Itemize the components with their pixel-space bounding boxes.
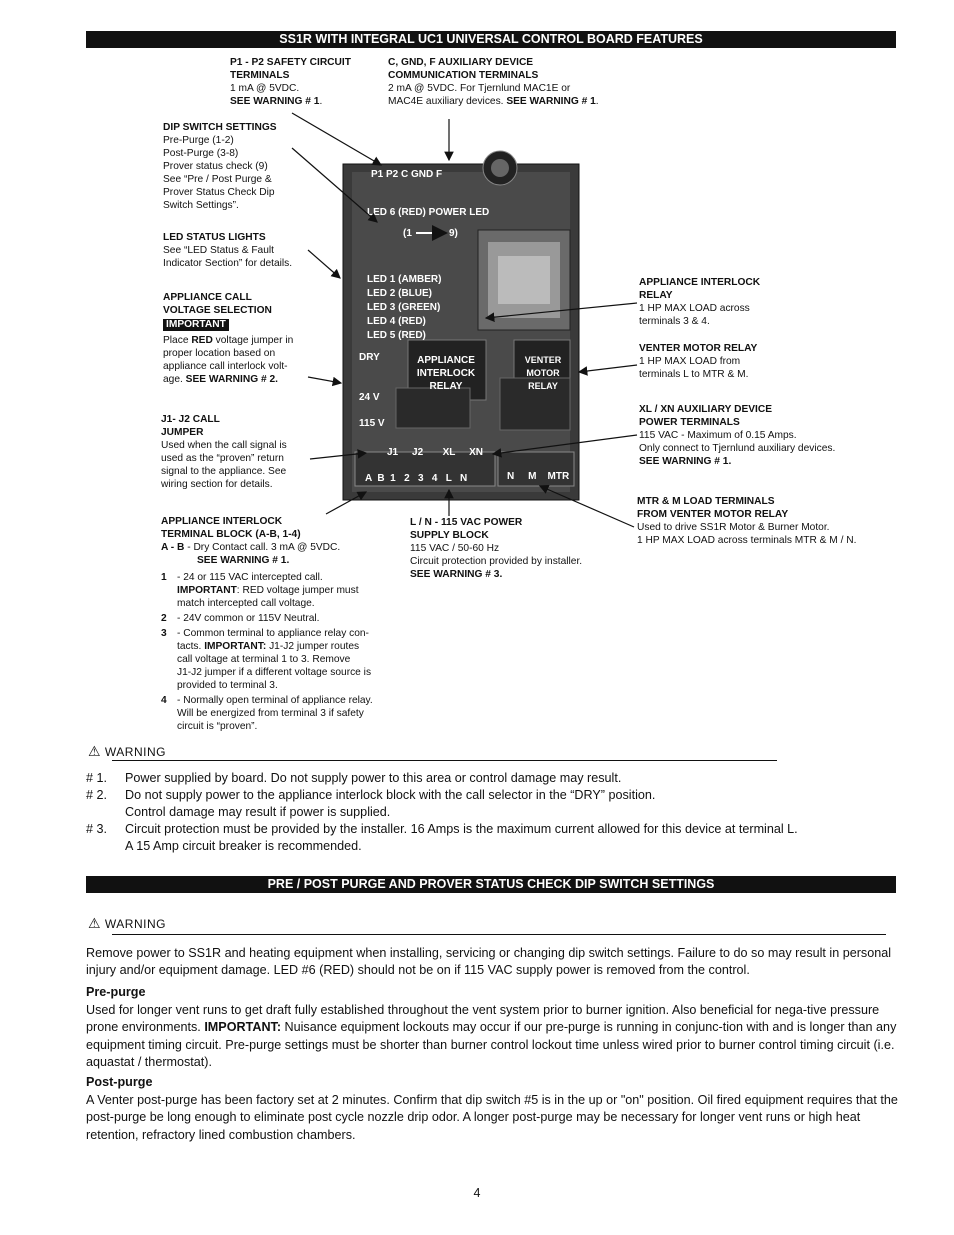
led5-label: LED 5 (RED) bbox=[367, 330, 426, 341]
top-terminals-label: P1 P2 C GND F bbox=[371, 169, 443, 180]
important-badge: IMPORTANT bbox=[163, 319, 229, 331]
callout-xlxn: XL / XN AUXILIARY DEVICE POWER TERMINALS 115 VAC - Maximum of 0.15 Amps. Only connect to Tjernlund auxiliary devices. SEE WARNING # 1. bbox=[639, 404, 836, 467]
warning-triangle-icon: ⚠ bbox=[88, 743, 102, 759]
callout-terminal-block: APPLIANCE INTERLOCK TERMINAL BLOCK (A-B, 1-4) A - B - Dry Contact call. 3 mA @ 5VDC. SEE WARNING # 1. bbox=[161, 516, 341, 566]
warning-notes bbox=[86, 770, 798, 855]
led4-label: LED 4 (RED) bbox=[367, 316, 426, 327]
callout-interlock-relay: APPLIANCE INTERLOCK RELAY 1 HP MAX LOAD across terminals 3 & 4. bbox=[639, 277, 761, 327]
callout-j1j2: J1- J2 CALL JUMPER Used when the call signal is used as the “proven” return signal to the appliance. See wiring section for details. bbox=[161, 414, 287, 490]
note-3: # 3. Circuit protection must be provided by the installer. 16 Amps is the maximum current allowed for this device at terminal L. A 15 Amp circuit breaker is recommended. bbox=[86, 822, 798, 853]
note-2: # 2. Do not supply power to the appliance interlock block with the call selector in the “DRY” position. Control damage may result if power is supplied. bbox=[86, 788, 656, 819]
callout-p1p2: P1 - P2 SAFETY CIRCUIT TERMINALS 1 mA @ 5VDC. SEE WARNING # 1. bbox=[230, 57, 351, 107]
list-item: 1 - 24 or 115 VAC intercepted call. IMPORTANT: RED voltage jumper must match intercepted call voltage. bbox=[161, 572, 359, 609]
dip-range-end: 9) bbox=[449, 228, 458, 239]
prepurge-text: Used for longer vent runs to get draft fully established throughout the vent system prior to burner ignition. Also beneficial for nega-tive pressure prone environments. IMPORTANT: Nuisance equipment lockouts may occur if our pre-purge is running in conjunc-tion with and is longer than any equipment timing circuit. Pre-purge settings must be shorter than burner control lockout time unless wired prior to burner control timing circuit (i.e. aquastat / thermostat). bbox=[86, 1003, 897, 1069]
relay2-line3: RELAY bbox=[528, 381, 558, 391]
led3-label: LED 3 (GREEN) bbox=[367, 302, 441, 313]
warning-heading-2: ⚠ WARNING bbox=[88, 915, 166, 931]
warning-triangle-icon: ⚠ bbox=[88, 915, 102, 931]
dry-label: DRY bbox=[359, 352, 380, 363]
callout-dip-switch: DIP SWITCH SETTINGS Pre-Purge (1-2) Post-Purge (3-8) Prover status check (9) See “Pre / Post Purge & Prover Status Check Dip Switch Settings”. bbox=[163, 122, 277, 211]
callout-call-voltage: APPLIANCE CALL VOLTAGE SELECTION IMPORTANT Place RED voltage jumper in proper location based on appliance call interlock volt- age. SEE WARNING # 2. bbox=[163, 292, 294, 385]
24v-label: 24 V bbox=[359, 392, 380, 403]
list-item: 3 - Common terminal to appliance relay con- tacts. IMPORTANT: J1-J2 jumper routes call voltage at terminal 1 to 3. Remove J1-J2 jumper if a different voltage source is provided to terminal 3. bbox=[161, 628, 372, 691]
section-header-dip-switch: PRE / POST PURGE AND PROVER STATUS CHECK DIP SWITCH SETTINGS bbox=[86, 876, 896, 893]
relay2-line1: VENTER bbox=[524, 355, 562, 365]
warning-rule-2 bbox=[112, 934, 886, 935]
motor-terminal-labels: N M MTR bbox=[507, 471, 570, 482]
callout-venter-relay: VENTER MOTOR RELAY 1 HP MAX LOAD from terminals L to MTR & M. bbox=[639, 343, 758, 380]
warning-rule-1 bbox=[112, 760, 777, 761]
led6-label: LED 6 (RED) POWER LED bbox=[367, 207, 490, 218]
callout-led-status: LED STATUS LIGHTS See “LED Status & Fault Indicator Section” for details. bbox=[163, 232, 293, 269]
terminal-block-list bbox=[161, 571, 373, 733]
callout-ln-supply: L / N - 115 VAC POWER SUPPLY BLOCK 115 VAC / 50-60 Hz Circuit protection provided by installer. SEE WARNING # 3. bbox=[410, 517, 583, 580]
relay1-line1: APPLIANCE bbox=[417, 355, 475, 366]
terminal-block-labels: A B 1 2 3 4 L N bbox=[365, 473, 468, 484]
prepurge-heading: Pre-purge bbox=[86, 985, 146, 999]
115v-label: 115 V bbox=[359, 418, 385, 429]
list-item: 2 - 24V common or 115V Neutral. bbox=[161, 613, 320, 624]
postpurge-heading: Post-purge bbox=[86, 1075, 153, 1089]
list-item: 4 - Normally open terminal of appliance relay. Will be energized from terminal 3 if safety circuit is “proven”. bbox=[161, 695, 373, 732]
postpurge-text: A Venter post-purge has been factory set at 2 minutes. Confirm that dip switch #5 is in the up or "on" position. Oil fired equipment requires that the post-purge be long enough to eliminate post cycle nozzle drip odor. A longer post-purge may be necessary for longer vent runs or high heat retention, refractory lined combustion chambers. bbox=[86, 1093, 898, 1142]
callout-mtr-m: MTR & M LOAD TERMINALS FROM VENTER MOTOR RELAY Used to drive SS1R Motor & Burner Motor. 1 HP MAX LOAD across terminals MTR & M / N. bbox=[637, 496, 857, 546]
section-header-control-board: SS1R WITH INTEGRAL UC1 UNIVERSAL CONTROL BOARD FEATURES bbox=[86, 31, 896, 48]
relay1-line3: RELAY bbox=[429, 381, 463, 392]
page-number: 4 bbox=[473, 1186, 481, 1200]
relay2-line2: MOTOR bbox=[526, 368, 560, 378]
note-1: # 1. Power supplied by board. Do not supply power to this area or control damage may result. bbox=[86, 771, 622, 785]
dip-range-start: (1 bbox=[403, 228, 412, 239]
led1-label: LED 1 (AMBER) bbox=[367, 274, 442, 285]
led2-label: LED 2 (BLUE) bbox=[367, 288, 432, 299]
callout-cgndf: C, GND, F AUXILIARY DEVICE COMMUNICATION TERMINALS 2 mA @ 5VDC. For Tjernlund MAC1E or MAC4E auxiliary devices. SEE WARNING # 1. bbox=[388, 57, 599, 107]
warning-heading-1: ⚠ WARNING bbox=[88, 743, 166, 759]
jumper-labels: J1 J2 XL XN bbox=[387, 447, 483, 458]
dip-warning-text: Remove power to SS1R and heating equipment when installing, servicing or changing dip switch settings. Failure to do so may result in personal injury and/or equipment damage. LED #6 (RED) should not be on if 115 VAC supply power is removed from the control. bbox=[86, 946, 892, 978]
relay1-line2: INTERLOCK bbox=[416, 368, 476, 379]
